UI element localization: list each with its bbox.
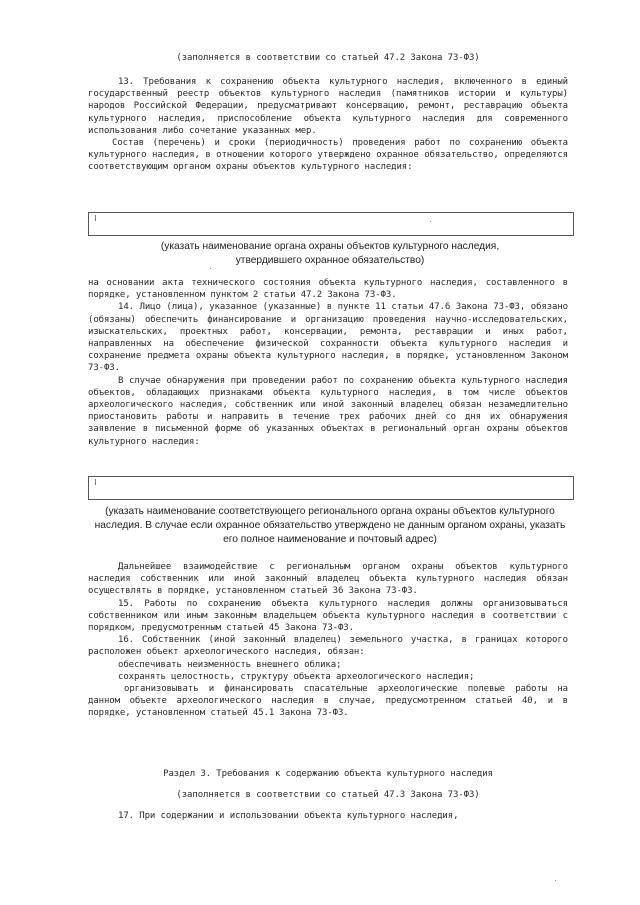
scan-speck	[210, 268, 211, 269]
paragraph-13-text: 13. Требования к сохранению объекта культурного наследия, включенного в единый государственный реестр объектов культурного наследия (памятников истории и культуры) народов Российской Федерации, предусматривают консервацию, ремонт, реставрацию объекта культурного наследия, приспособление объекта культурного наследия для современного использования либо сочетание указанных мер.	[88, 77, 568, 136]
paragraph-15-text: 15. Работы по сохранению объекта культурного наследия должны организовываться собственником или иным законным владельцем объекта культурного наследия в соответствии с порядком, предусмотренным статьей 45 Закона 73-ФЗ.	[88, 598, 568, 634]
paragraph-sluchae-text: В случае обнаружения при проведении работ по сохранению объекта культурного наследия объектов, обладающих признаками объекта культурного наследия, в том числе объектов археологического наследия, собственник или иной законный владелец обязан незамедлительно приостановить работы и направить в течение трех рабочих дней со дня их обнаружения заявление в письменной форме об указанных объектах в региональный орган охраны объектов культурного наследия:	[88, 375, 568, 447]
scan-speck	[555, 880, 556, 881]
item-16-1: обеспечивать неизменность внешнего облика;	[118, 659, 342, 670]
paragraph-17-text: 17. При содержании и использовании объекта культурного наследия,	[118, 811, 459, 821]
authority-input-field-1[interactable]	[88, 212, 574, 236]
paragraph-dalnei-text: Дальнейшее взаимодействие с региональным органом охраны объектов культурного наследия собственник или иной законный владелец объекта культурного наследия обязан осуществлять в порядке, установленном статьей 36 Закона 73-ФЗ.	[88, 562, 568, 597]
paragraph-17	[88, 810, 568, 822]
caption-authority: (указать наименование органа охраны объектов культурного наследия, утвердившего охранное обязательство)	[160, 241, 500, 266]
paragraph-13	[88, 76, 568, 174]
regional-authority-input-field[interactable]	[88, 476, 574, 500]
section-3-note: (заполняется в соответствии со статьей 47.3 Закона 73-ФЗ)	[176, 790, 480, 800]
paragraph-sostav-text: Состав (перечень) и сроки (периодичность) проведения работ по сохранению объекта культурного наследия, в отношении которого утверждено охранное обязательство, определяются соответствующим органом охраны объектов культурного наследия:	[88, 138, 568, 173]
paragraph-osnov-text: на основании акта технического состояния объекта культурного наследия, составленного в порядке, установленном пунктом 2 статьи 47.2 Закона 73-ФЗ.	[88, 278, 568, 301]
field-marker	[95, 479, 96, 485]
section-3-title: Раздел 3. Требования к содержанию объекта культурного наследия	[163, 769, 493, 779]
header-note: (заполняется в соответствии со статьей 47.2 Закона 73-ФЗ)	[176, 53, 480, 63]
paragraph-15-16	[88, 561, 568, 720]
paragraph-16-text: 16. Собственник (иной законный владелец) земельного участка, в границах которого расположен объект археологического наследия, обязан:	[88, 635, 568, 658]
field-marker	[95, 215, 96, 221]
item-16-2: сохранять целостность, структуру объекта археологического наследия;	[118, 671, 475, 682]
paragraph-14-text: 14. Лицо (лица), указанное (указанные) в пункте 11 статьи 47.6 Закона 73-ФЗ, обязано (обязаны) обеспечить финансирование и организацию проведения научно-исследовательских, изыскательских, проектных работ, консервации, ремонта, реставрации и иных работ, направленных на обеспечение физической сохранности объекта культурного наследия и сохранение предмета охраны объекта культурного наследия, в порядке, установленном Законом 73-ФЗ.	[88, 302, 568, 374]
caption-regional-authority: (указать наименование соответствующего регионального органа охраны объектов культурного наследия. В случае если охранное обязательство утверждено не данным органом охраны, указать его полное наименование и почтовый адрес)	[94, 506, 566, 545]
scan-speck	[430, 221, 431, 222]
paragraph-14	[88, 277, 568, 448]
item-16-3: организовывать и финансировать спасательные археологические полевые работы на данном объекте археологического наследия в случае, предусмотренном статьей 40, и в порядке, установленном статьей 45.1 Закона 73-ФЗ.	[88, 684, 568, 719]
